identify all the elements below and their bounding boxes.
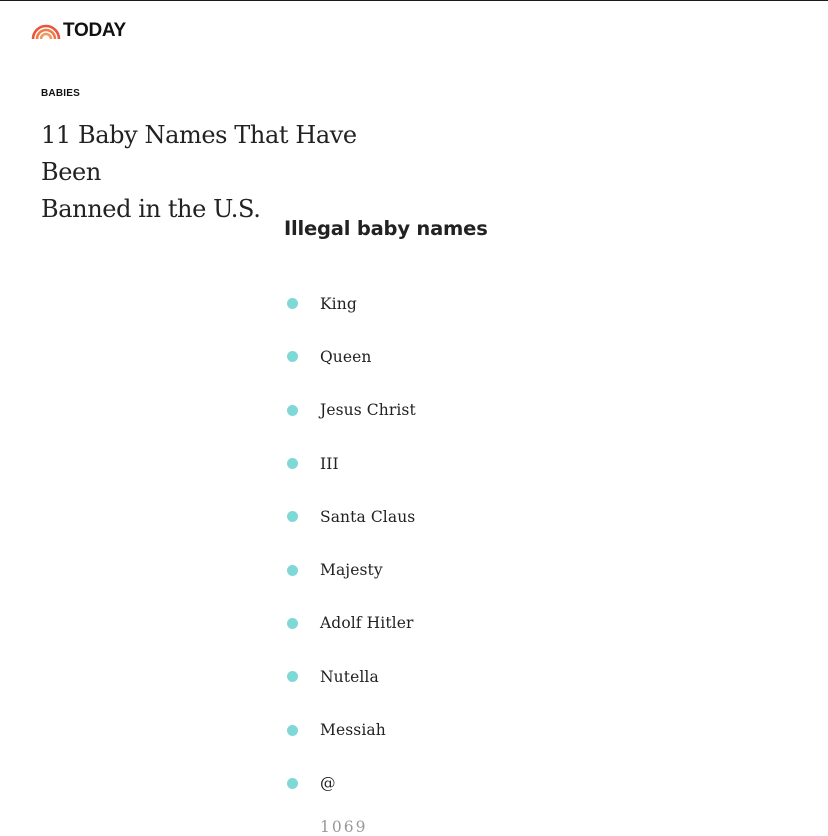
logo-text: TODAY: [63, 20, 126, 41]
list-item: [287, 277, 416, 330]
bullet-dot-icon: [287, 351, 298, 362]
list-item: [287, 703, 416, 756]
list-item-label: Jesus Christ: [320, 401, 416, 420]
banned-names-list: [287, 277, 416, 810]
list-item: [287, 384, 416, 437]
list-item-label: III: [320, 454, 339, 473]
bullet-dot-icon: [287, 671, 298, 682]
category-link[interactable]: BABIES: [41, 88, 80, 99]
bullet-dot-icon: [287, 511, 298, 522]
list-item: [287, 437, 416, 490]
list-item-label: @: [320, 774, 336, 793]
list-item: [287, 543, 416, 596]
list-item: [287, 650, 416, 703]
list-item-label: Adolf Hitler: [320, 614, 414, 633]
article-title-line-2: Banned in the U.S.: [41, 195, 261, 223]
top-divider: [0, 0, 828, 1]
bullet-dot-icon: [287, 405, 298, 416]
bullet-dot-icon: [287, 778, 298, 789]
site-header: [32, 20, 126, 42]
list-item: [287, 330, 416, 383]
list-item: [287, 597, 416, 650]
article-title: [41, 117, 421, 228]
rainbow-icon: [32, 21, 60, 41]
list-item-label: Santa Claus: [320, 507, 416, 526]
bullet-dot-icon: [287, 618, 298, 629]
list-item-label: Messiah: [320, 721, 386, 740]
list-item-label: Nutella: [320, 667, 379, 686]
article-title-line-1: 11 Baby Names That Have Been: [41, 121, 357, 186]
list-item-label: Majesty: [320, 561, 383, 580]
bullet-dot-icon: [287, 458, 298, 469]
partially-visible-list-item: [320, 816, 368, 836]
today-logo-link[interactable]: [32, 20, 126, 42]
list-item: [287, 757, 416, 810]
list-item: [287, 490, 416, 543]
section-heading: Illegal baby names: [284, 217, 488, 240]
list-item-label: Queen: [320, 347, 372, 366]
bullet-dot-icon: [287, 298, 298, 309]
partial-item-text: 1069: [320, 818, 368, 836]
list-item-label: King: [320, 294, 357, 313]
bullet-dot-icon: [287, 725, 298, 736]
bullet-dot-icon: [287, 565, 298, 576]
